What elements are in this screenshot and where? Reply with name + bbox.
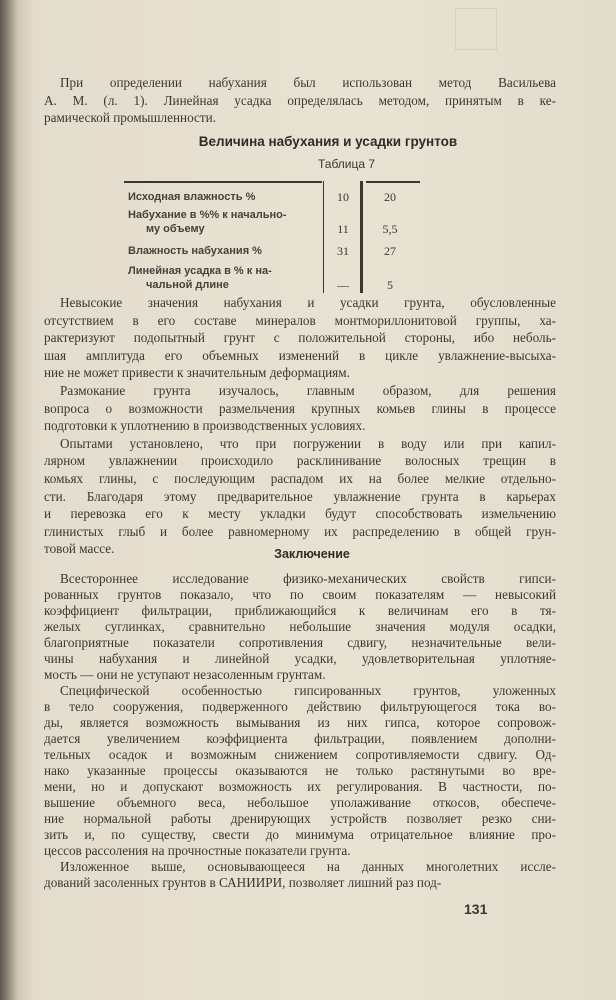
text-line: Специфической особенностью гипсированных грунтов, уложенных — [60, 683, 556, 698]
text-line: в тело сооружения, подверженного действию фильтрующегося тока во- — [44, 699, 556, 714]
library-stamp — [455, 8, 497, 50]
text-line: Размокание грунта изучалось, главным образом, для решения — [60, 383, 556, 398]
table-column-divider — [323, 181, 324, 293]
text-line: Изложенное выше, основывающееся на данных многолетних иссле- — [60, 859, 556, 874]
text-line: комьях глины, с последующим распадом их на более мелкие отдельно- — [44, 471, 556, 486]
text-line: рованных грунтов показало, что по своим показателям — невысокий — [44, 587, 556, 602]
table-row-label: Линейная усадка в % к на- — [128, 265, 272, 277]
text-line: Невысокие значения набухания и усадки грунта, обусловленные — [60, 295, 556, 310]
text-line: мени, но и допускают возможность их регулирования. В частности, по- — [44, 779, 556, 794]
table-number: Таблица 7 — [318, 157, 376, 171]
text-line: дований засоленных грунтов в САНИИРИ, позволяет лишний раз под- — [44, 875, 442, 890]
table-cell: 5,5 — [382, 222, 398, 236]
text-line: зить и, по существу, свести до минимума отрицательное влияние про- — [44, 827, 556, 842]
table-title: Величина набухания и усадки грунтов — [198, 134, 458, 149]
table-cell: 27 — [384, 244, 396, 258]
table-row-label: Набухание в %% к начально- — [128, 209, 287, 221]
text-line: рамической промышленности. — [44, 110, 216, 125]
table-cell: 20 — [384, 190, 396, 204]
text-line: отсутствием в его составе минералов монтмориллонитовой группы, ха- — [44, 312, 556, 328]
text-line: чины набухания и линейной усадки, удовлетворительная уплотняе- — [44, 651, 556, 666]
text-line: нако указанные процессы оказываются не только растянутыми во вре- — [44, 763, 556, 778]
text-line: А. М. (л. 1). Линейная усадка определялась методом, принятым в ке- — [44, 92, 556, 108]
text-line: вопроса о возможности размельчения крупных комьев глины в процессе — [44, 400, 556, 416]
page-number: 131 — [464, 901, 488, 917]
table-cell: 5 — [387, 278, 393, 292]
table-row-label: Влажность набухания % — [128, 245, 262, 257]
table-row-label: чальной длине — [146, 279, 229, 291]
table-cell: 11 — [337, 222, 349, 236]
text-line: Опытами установлено, что при погружении в воду или при капил- — [60, 435, 556, 451]
text-line: подготовки к уплотнению в производственных условиях. — [44, 418, 366, 434]
table-cell: — — [337, 278, 349, 292]
text-line: благоприятные показатели сопротивления сдвигу, незначительные вели- — [44, 635, 556, 650]
table-cell: 31 — [337, 244, 349, 258]
table-top-rule — [124, 181, 322, 183]
table-cell: 10 — [337, 190, 349, 204]
text-line: товой массе. — [44, 541, 115, 557]
text-line: ние нормальной работы дренирующих устройств позволяет резко сни- — [44, 811, 556, 826]
text-line: сти. Благодаря этому предварительное увлажнение грунта в карьерах — [44, 488, 556, 504]
text-line: шая амплитуда его объемных изменений в цикле увлажнение-высыха- — [44, 347, 556, 363]
text-line: Всестороннее исследование физико-механических свойств гипси- — [60, 571, 556, 586]
text-line: глинистых глыб и более равномерному их распределению в общей грун- — [44, 523, 556, 539]
text-line: мость — они не уступают незасоленным грунтам. — [44, 667, 326, 682]
text-line: дается увеличением коэффициента фильтрации, появлением дополни- — [44, 731, 556, 746]
table-row-label: Исходная влажность % — [128, 191, 256, 203]
text-line: ние не может привести к значительным деформациям. — [44, 365, 350, 381]
table-row-label: му объему — [146, 223, 205, 235]
section-heading: Заключение — [274, 547, 350, 561]
text-line: лярном увлажнении происходило расклинивание волосных трещин в — [44, 453, 556, 469]
text-line: вышение объемного веса, небольшое уполаживание откосов, обеспече- — [44, 795, 556, 810]
text-line: коэффициент фильтрации, приближающийся к величинам его в тя- — [44, 603, 556, 618]
text-line: При определении набухания был использован метод Васильева — [60, 75, 556, 90]
text-line: и перевозка его к месту укладки будут способствовать измельчению — [44, 506, 556, 522]
text-line: желых суглинках, сравнительно небольшие значения модуля осадки, — [44, 619, 556, 634]
text-line: цессов рассоления на прочностные показатели грунта. — [44, 843, 351, 858]
text-line: рактеризуют подопытный грунт с положительной стороны, ибо неболь- — [44, 330, 556, 346]
text-line: ды, является возможность вымывания из них гипса, которое сопровож- — [44, 715, 556, 730]
table-top-rule-right — [366, 181, 420, 183]
text-line: тельных осадок и возможным снижением сопротивляемости сдвигу. Од- — [44, 747, 556, 762]
